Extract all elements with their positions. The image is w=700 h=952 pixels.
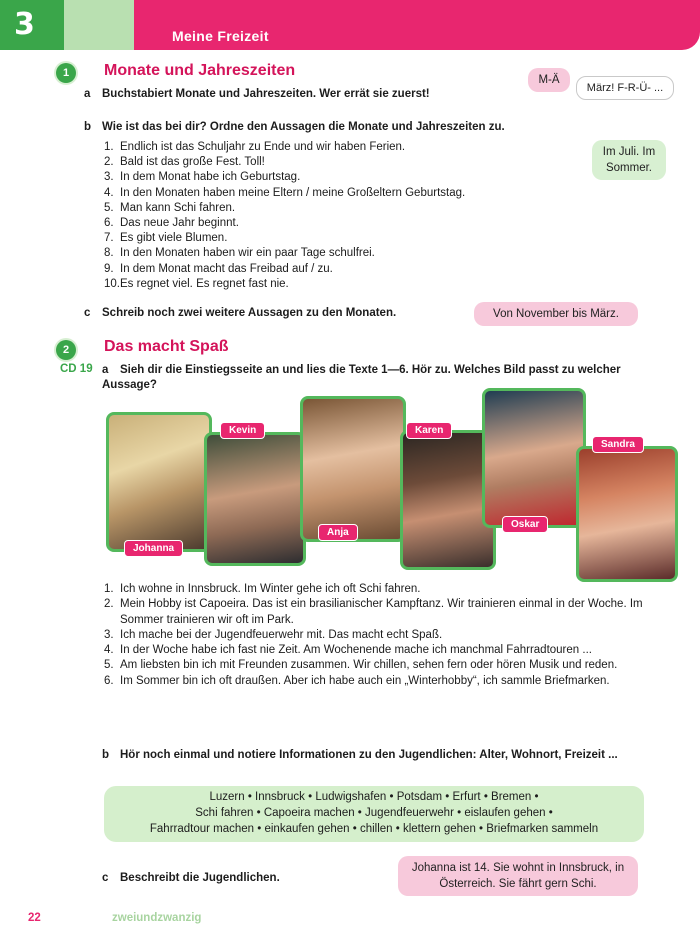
task-text: Wie ist das bei dir? Ordne den Aussagen die Monate und Jahreszeiten zu. xyxy=(102,121,505,133)
section-1-title: Monate und Jahreszeiten xyxy=(104,62,296,79)
bubble-text: Im Juli. Im Sommer. xyxy=(602,146,656,174)
item-text: In den Monaten haben wir ein paar Tage schulfrei. xyxy=(120,247,375,260)
info-line: Fahrradtour machen • einkaufen gehen • chillen • klettern gehen • Briefmarken sammeln xyxy=(149,823,599,835)
list-item xyxy=(104,628,644,643)
item-text: Es regnet viel. Es regnet fast nie. xyxy=(120,277,289,290)
task-1b xyxy=(84,121,505,133)
item-text: Endlich ist das Schuljahr zu Ende und wir haben Ferien. xyxy=(120,141,406,153)
list-item xyxy=(104,170,465,185)
list-item xyxy=(104,262,465,277)
item-text: Mein Hobby ist Capoeira. Das ist ein brasilianischer Kampftanz. Wir trainieren einmal in der Woche. Im Sommer trainieren wir oft im Park. xyxy=(120,598,643,626)
list-item xyxy=(104,140,465,155)
info-line: Schi fahren • Capoeira machen • Jugendfeuerwehr • eislaufen gehen • xyxy=(195,807,553,819)
item-text: In dem Monat habe ich Geburtstag. xyxy=(120,171,301,184)
list-item xyxy=(104,186,465,201)
list-item xyxy=(104,155,465,170)
task-1a xyxy=(84,88,430,100)
photo-anja xyxy=(300,396,406,542)
item-number: 2. xyxy=(104,598,114,611)
task-letter: b xyxy=(102,749,110,761)
info-word-box xyxy=(104,786,644,842)
section-1-badge: 1 xyxy=(56,63,76,83)
item-number: 4. xyxy=(104,644,114,657)
section-2-title: Das macht Spaß xyxy=(104,338,229,355)
item-number: 6. xyxy=(104,674,114,687)
task-text: Schreib noch zwei weitere Aussagen zu den Monaten. xyxy=(102,307,397,319)
section-2-badge: 2 xyxy=(56,340,76,360)
item-number: 10. xyxy=(104,277,120,290)
item-text: Ich mache bei der Jugendfeuerwehr mit. Das macht echt Spaß. xyxy=(120,628,443,641)
name-tag-kevin: Kevin xyxy=(220,422,265,439)
item-number: 5. xyxy=(104,201,114,214)
speech-bubble-maerz xyxy=(576,76,674,100)
bubble-text: März! F-R-Ü- ... xyxy=(586,82,664,94)
bubble-text: Johanna ist 14. Sie wohnt in Innsbruck, in Österreich. Sie fährt gern Schi. xyxy=(411,862,625,890)
task-text: Sieh dir die Einstiegsseite an und lies die Texte 1—6. Hör zu. Welches Bild passt zu welcher Aussage? xyxy=(102,364,621,391)
task-letter: b xyxy=(84,121,92,133)
chapter-header xyxy=(0,0,700,50)
task-1c xyxy=(84,307,396,319)
list-item xyxy=(104,216,465,231)
page-number-word: zweiundzwanzig xyxy=(112,912,202,924)
item-text: Ich wohne in Innsbruck. Im Winter gehe ich oft Schi fahren. xyxy=(120,583,421,595)
list-item xyxy=(104,643,644,658)
item-text: Man kann Schi fahren. xyxy=(120,201,236,214)
speech-bubble-johanna xyxy=(398,856,638,896)
task-text: Hör noch einmal und notiere Informationen zu den Jugendlichen: Alter, Wohnort, Freizeit ... xyxy=(120,749,618,761)
photo-kevin xyxy=(204,432,306,566)
task-letter: a xyxy=(102,364,109,376)
list-item xyxy=(104,597,644,628)
task-text: Beschreibt die Jugendlichen. xyxy=(120,872,280,884)
cd-track-label: CD 19 xyxy=(60,363,93,375)
item-number: 2. xyxy=(104,156,114,169)
item-text: Das neue Jahr beginnt. xyxy=(120,217,239,230)
list-item xyxy=(104,231,465,246)
list-item xyxy=(104,201,465,216)
item-number: 6. xyxy=(104,217,114,230)
item-number: 3. xyxy=(104,628,114,641)
bubble-text: Von November bis März. xyxy=(493,308,619,320)
name-tag-oskar: Oskar xyxy=(502,516,548,533)
task-letter: c xyxy=(102,872,109,884)
list-item xyxy=(104,582,644,597)
task-2b xyxy=(102,748,642,763)
item-text: Es gibt viele Blumen. xyxy=(120,232,228,245)
list-item xyxy=(104,277,465,292)
chapter-title: Meine Freizeit xyxy=(172,28,269,44)
list-item xyxy=(104,658,644,673)
chapter-number: 3 xyxy=(14,7,35,42)
item-number: 8. xyxy=(104,247,114,260)
page-number: 22 xyxy=(28,912,41,924)
speech-bubble-m-ae xyxy=(528,68,570,92)
bubble-text: M-Ä xyxy=(538,74,560,86)
statement-list-1 xyxy=(104,140,465,292)
info-line: Luzern • Innsbruck • Ludwigshafen • Potsdam • Erfurt • Bremen • xyxy=(209,791,539,803)
header-accent-block xyxy=(64,0,134,50)
speech-bubble-november xyxy=(474,302,638,326)
item-number: 9. xyxy=(104,262,114,275)
item-number: 4. xyxy=(104,186,114,199)
task-letter: a xyxy=(84,88,91,100)
task-letter: c xyxy=(84,307,91,319)
task-2c xyxy=(102,872,280,884)
list-item xyxy=(104,246,465,261)
task-text: Buchstabiert Monate und Jahreszeiten. Wer errät sie zuerst! xyxy=(102,88,430,100)
speech-bubble-juli xyxy=(592,140,666,180)
statement-list-2 xyxy=(104,582,644,689)
item-text: Im Sommer bin ich oft draußen. Aber ich habe auch ein „Winterhobby“, ich sammle Briefmarken. xyxy=(120,674,610,687)
item-number: 5. xyxy=(104,659,114,672)
name-tag-karen: Karen xyxy=(406,422,452,439)
photo-johanna xyxy=(106,412,212,552)
item-text: In dem Monat macht das Freibad auf / zu. xyxy=(120,262,333,275)
name-tag-anja: Anja xyxy=(318,524,358,541)
name-tag-johanna: Johanna xyxy=(124,540,183,557)
item-number: 1. xyxy=(104,583,114,595)
photo-oskar xyxy=(482,388,586,528)
item-text: In der Woche habe ich fast nie Zeit. Am Wochenende mache ich manchmal Fahrradtouren ... xyxy=(120,644,592,657)
list-item xyxy=(104,674,644,689)
name-tag-sandra: Sandra xyxy=(592,436,644,453)
item-text: Am liebsten bin ich mit Freunden zusammen. Wir chillen, sehen fern oder hören Musik und reden. xyxy=(120,659,618,672)
item-number: 1. xyxy=(104,141,114,153)
item-number: 7. xyxy=(104,232,114,245)
item-text: In den Monaten haben meine Eltern / meine Großeltern Geburtstag. xyxy=(120,186,466,199)
item-text: Bald ist das große Fest. Toll! xyxy=(120,156,265,169)
item-number: 3. xyxy=(104,171,114,184)
photo-sandra xyxy=(576,446,678,582)
